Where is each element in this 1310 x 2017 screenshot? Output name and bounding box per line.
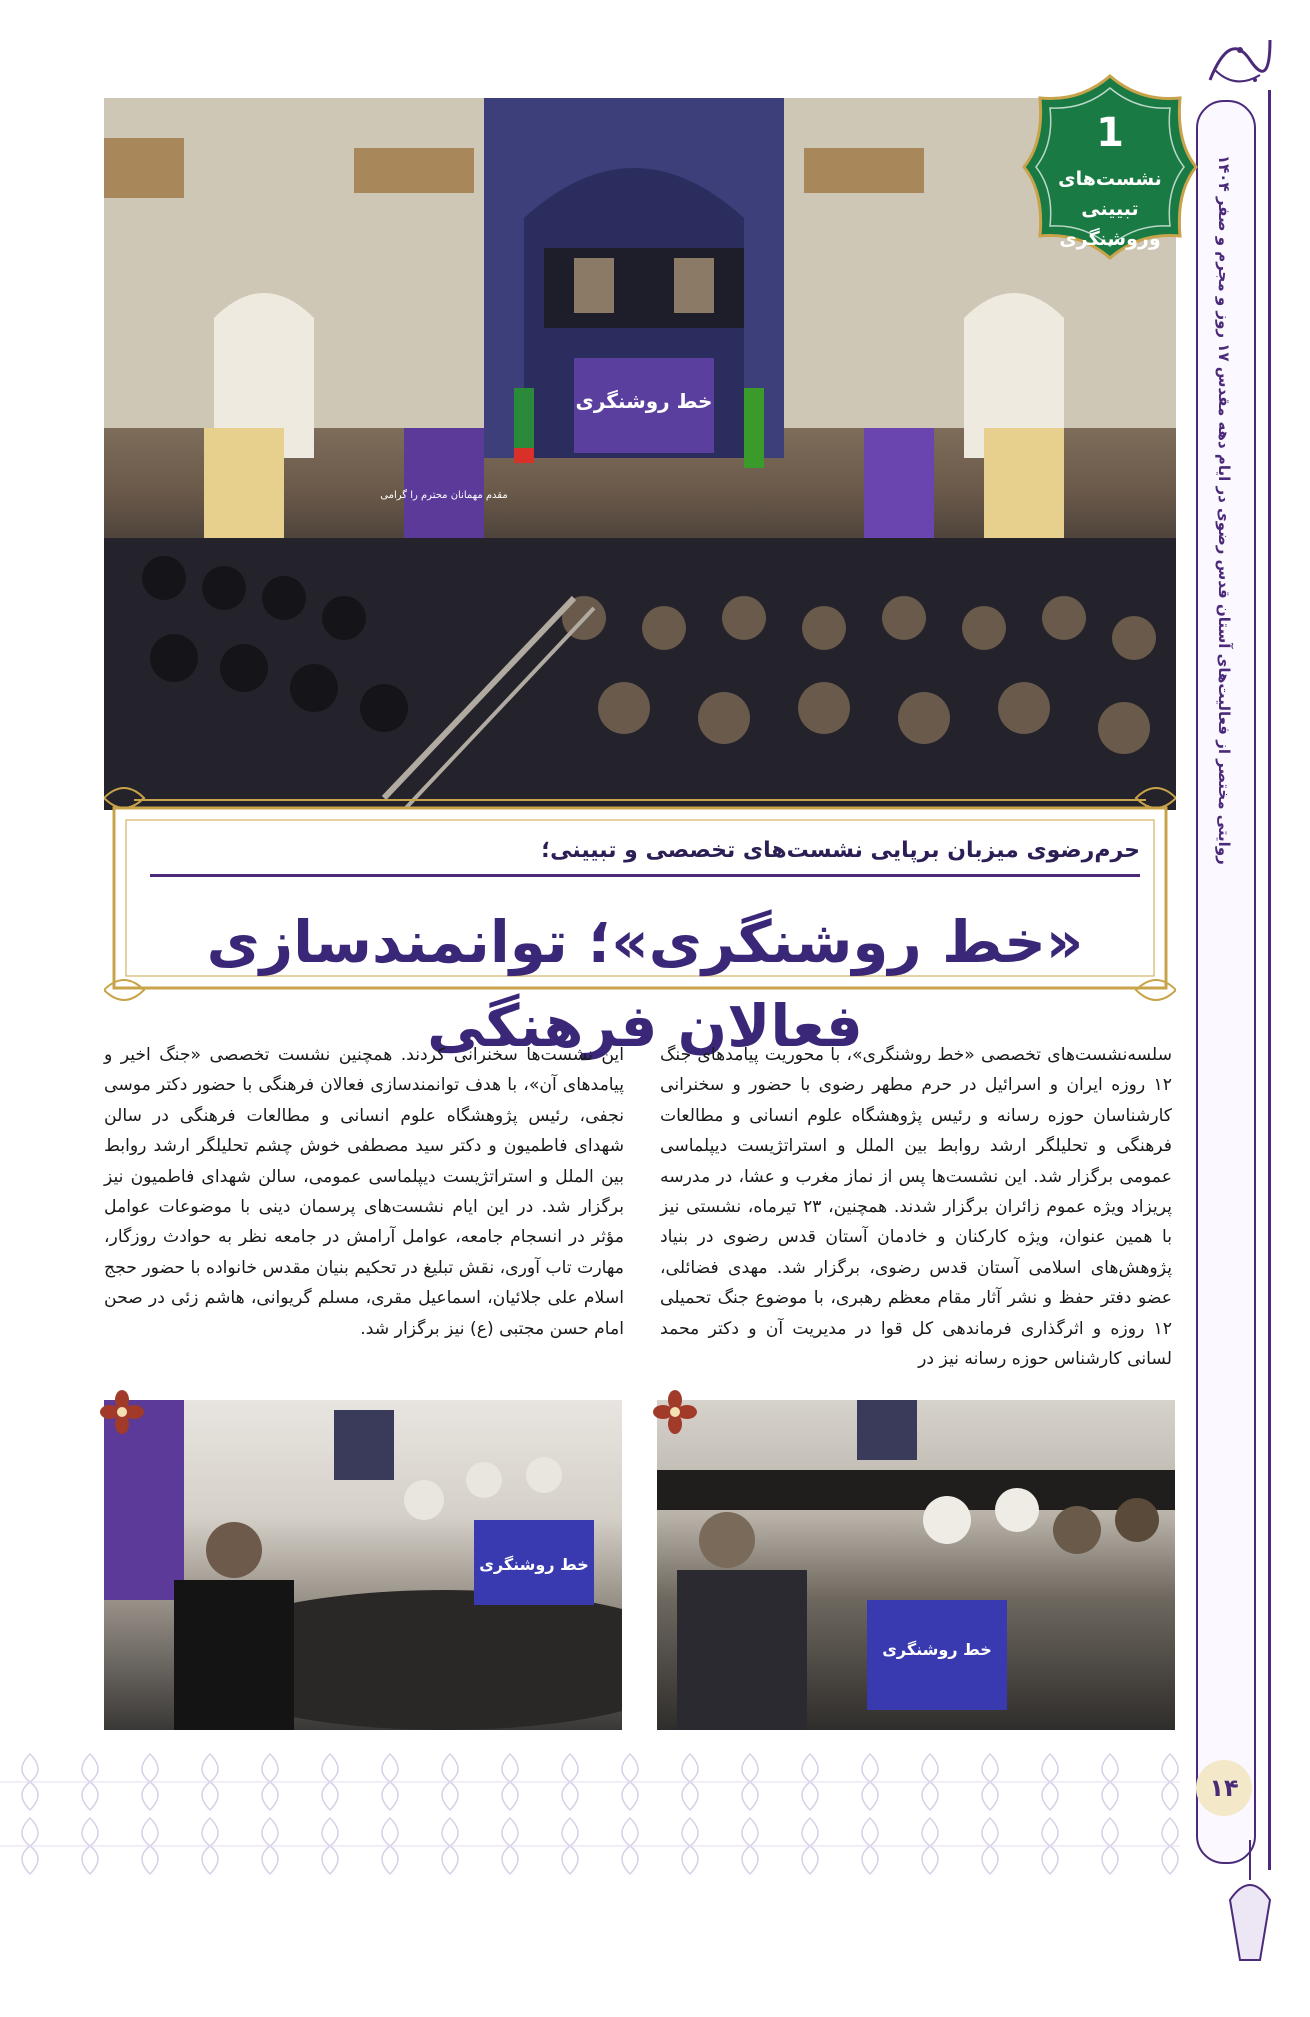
article-headline: «خط روشنگری»؛ توانمندسازی فعالان فرهنگی — [206, 908, 1084, 1060]
meeting-left-illustration — [104, 1400, 622, 1730]
meeting-right-illustration — [657, 1400, 1175, 1730]
main-photo-hall — [104, 98, 1176, 810]
left-screen-text: خط روشنگری — [479, 1555, 589, 1574]
right-screen-text: خط روشنگری — [882, 1640, 992, 1659]
welcome-banner-text: مقدم مهمانان محترم را گرامی — [380, 490, 508, 501]
article-column-right: سلسه‌نشست‌های تخصصی «خط روشنگری»، با محوریت پیامدهای جنگ ۱۲ روزه ایران و اسرائیل در حرم مطهر رضوی با حضور و سخنرانی کارشناسان حوزه رسانه و رئیس پژوهشگاه علوم انسانی و مطالعات فرهنگی و تحلیلگر ارشد روابط بین الملل و استراتژیست دیپلماسی عمومی برگزار شد. این نشست‌ها پس از نماز مغرب و عشا، در مدرسه پریزاد ویژه عموم زائران برگزار شدند. همچنین، ۲۳ تیرماه، نشستی نیز با همین عنوان، ویژه کارکنان و خادمان آستان قدس رضوی در بنیاد پژوهش‌های اسلامی آستان قدس رضوی، برگزار شد. مهدی فضائلی، عضو دفتر حفظ و نشر آثار مقام معظم رهبری، با موضوع جنگ تحمیلی ۱۲ روزه و اثرگذاری فرماندهی کل قوا در مدیریت آن و دکتر محمد لسانی کارشناس حوزه رسانه نیز در — [660, 1045, 1172, 1370]
side-running-text: روایتی مختصر از فعالیت‌های آستان قدس رضوی در ایام دهه مقدس ۱۷ روز و مجرم و صفر ۱۴۰۴ — [1215, 155, 1233, 865]
stage-screen-text: خط روشنگری — [575, 389, 713, 413]
article-column-left: این نشست‌ها سخنرانی کردند. همچنین نشست تخصصی «جنگ اخیر و پیامدهای آن»، با هدف توانمندسازی فعالان فرهنگی با حضور دکتر موسی نجفی، رئیس پژوهشگاه علوم انسانی و مطالعات فرهنگی در سالن شهدای فاطمیون و دکتر سید مصطفی خوش چشم تحلیلگر ارشد روابط بین الملل و استراتژیست دیپلماسی عمومی، سالن شهدای فاطمیون نیز برگزار شد. در این ایام نشست‌های پرسمان دینی با موضوعات عوامل مؤثر در انسجام جامعه، عوامل آرامش در جامعه نظر به حوادث روزگار، مهارت تاب آوری، نقش تبلیغ در تحکیم بنیان مقدس خانواده با حضور حجج اسلام علی جلائیان، اسماعیل مقری، مسلم گریوانی، هاشم زئی در صحن امام حسن مجتبی (ع) نیز برگزار شد. — [104, 1045, 624, 1339]
calligraphy-logo-icon — [1200, 20, 1280, 100]
article-kicker: حرم‌رضوی میزبان برپایی نشست‌های تخصصی و تبیینی؛ — [541, 838, 1140, 863]
photo-meeting-right — [657, 1400, 1175, 1730]
flower-ornament-icon — [100, 1390, 144, 1434]
badge-number: 1 — [1096, 110, 1124, 156]
lamp-ornament-icon — [1220, 1840, 1280, 1980]
flower-ornament-icon — [653, 1390, 697, 1434]
badge-label: نشست‌های تبیینی وروشنگری — [1058, 168, 1162, 250]
hall-illustration — [104, 98, 1176, 810]
bottom-lattice-pattern — [0, 1750, 1180, 1878]
photo-meeting-left — [104, 1400, 622, 1730]
kicker-divider — [150, 874, 1140, 877]
side-divider-line — [1268, 90, 1271, 1870]
page-number: ۱۴ — [1196, 1760, 1252, 1816]
